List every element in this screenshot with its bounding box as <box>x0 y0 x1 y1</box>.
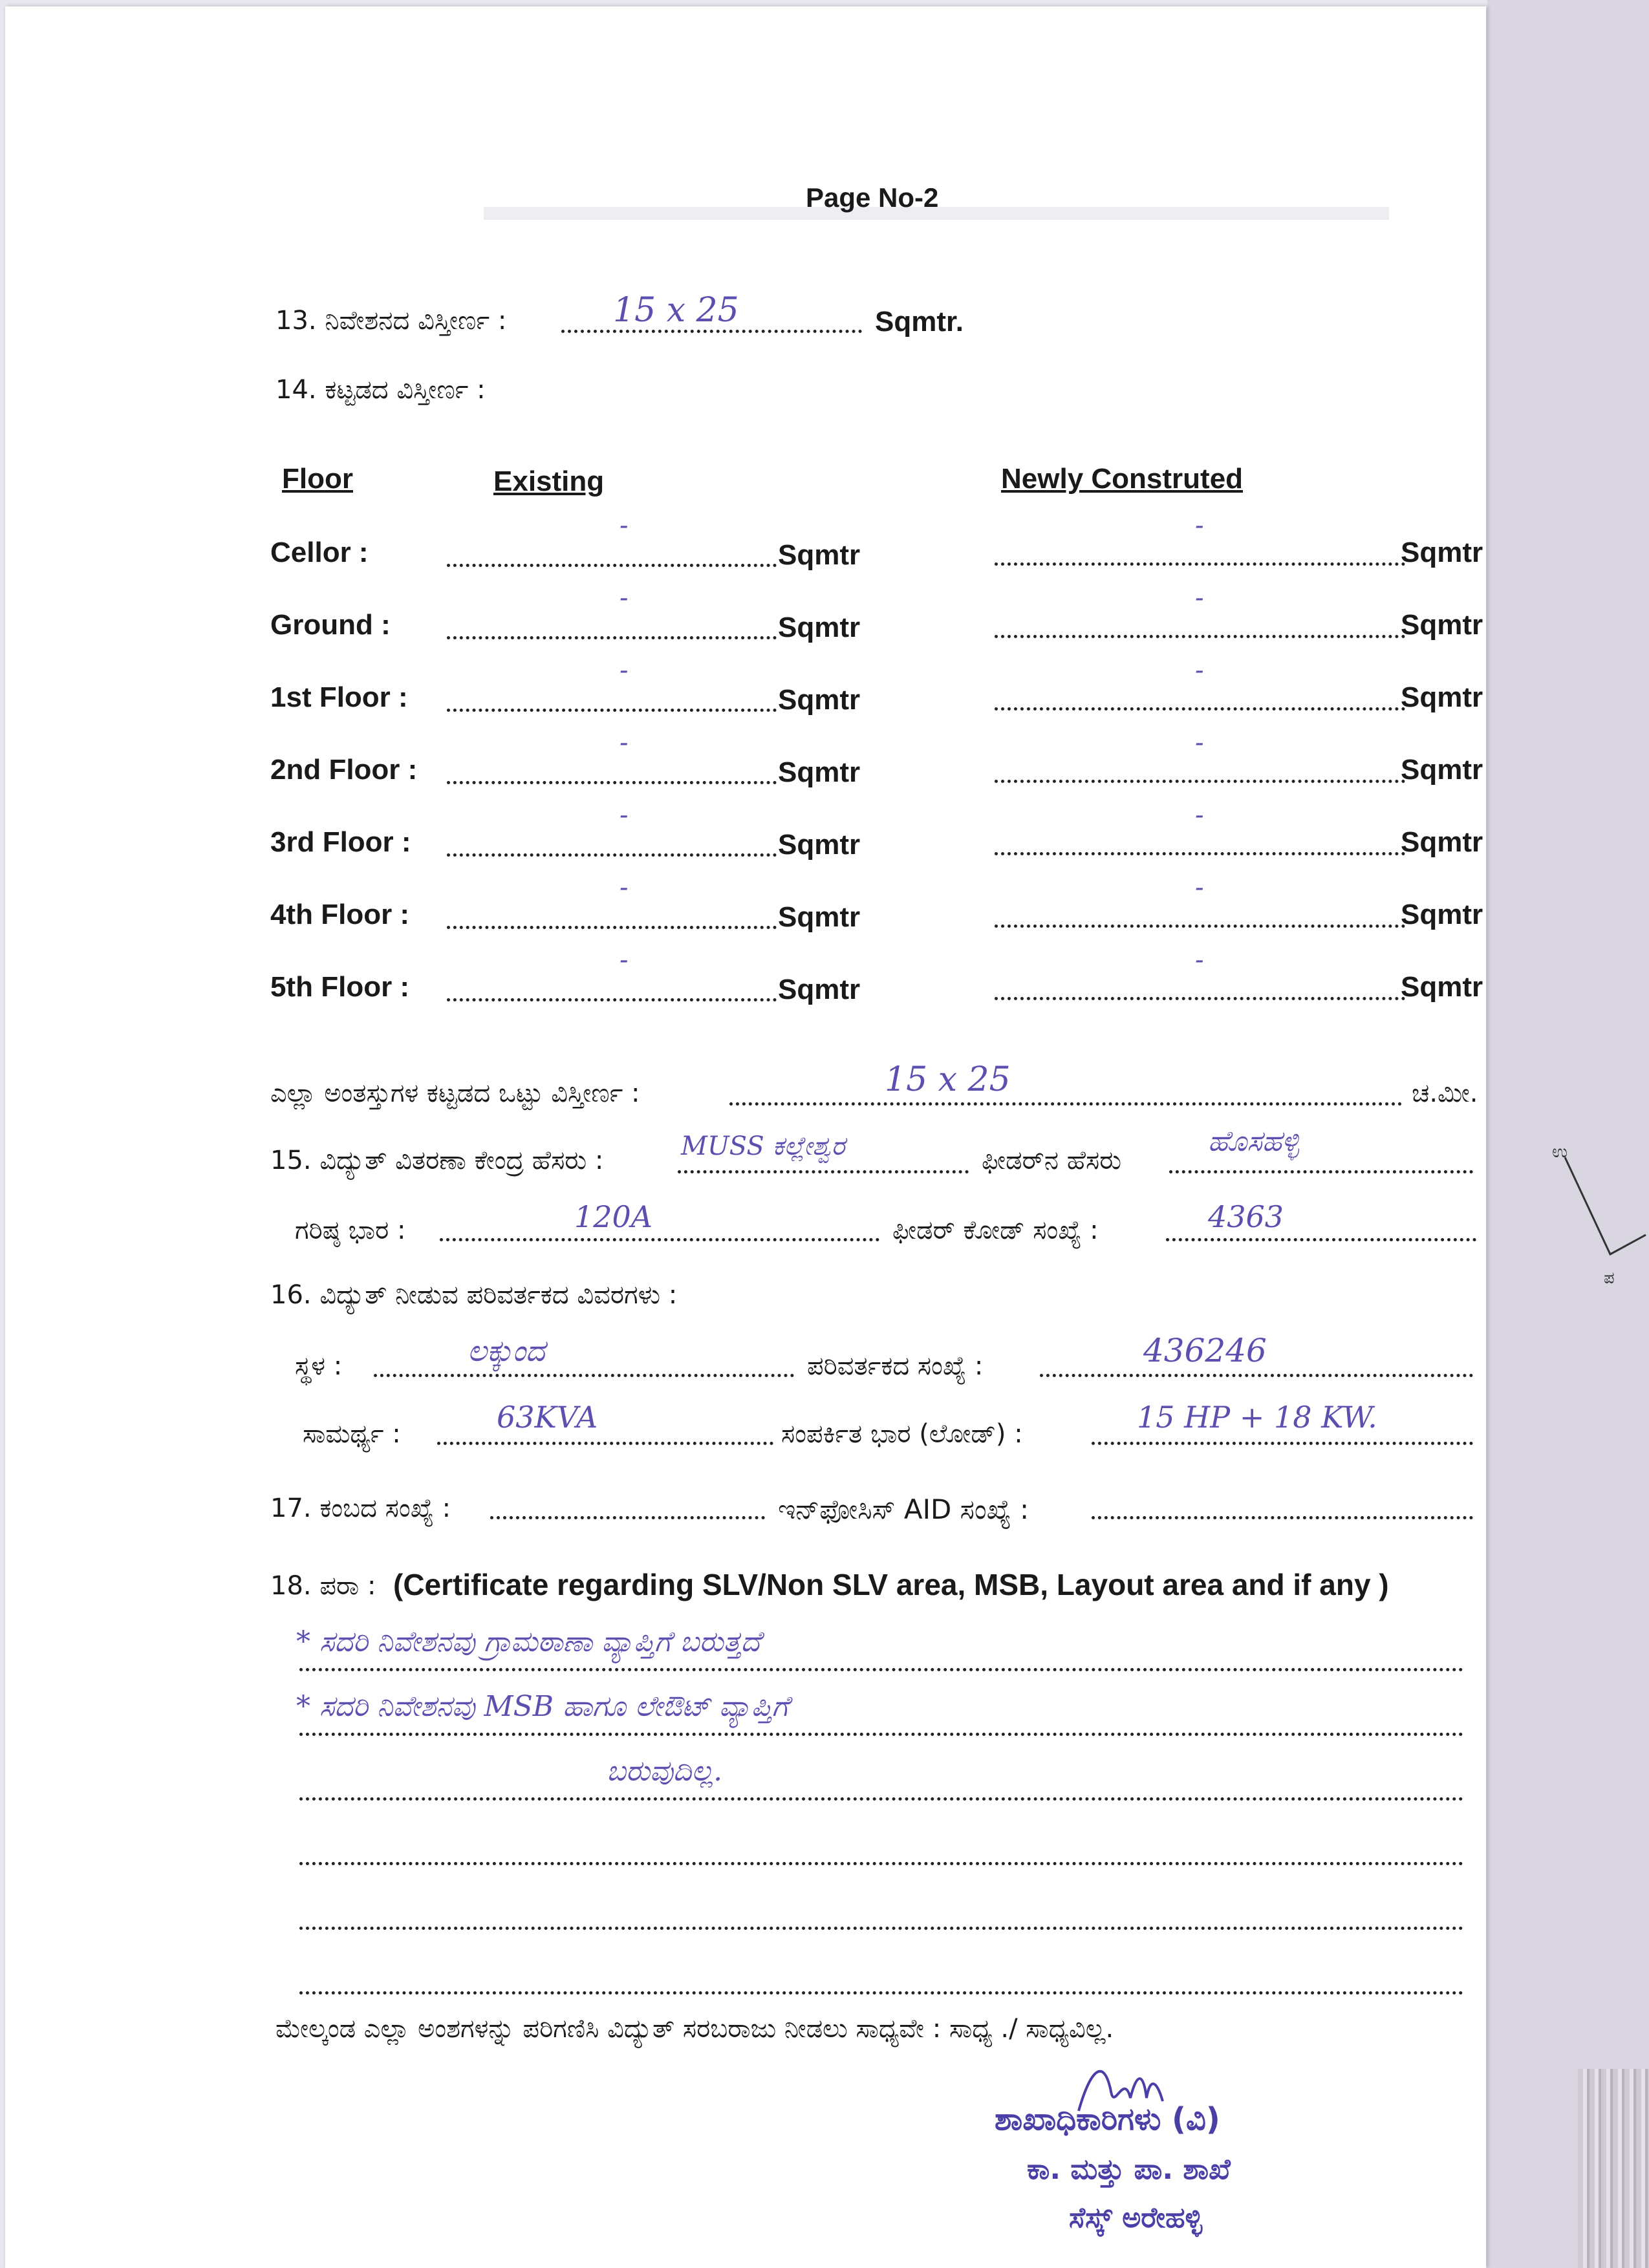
max-load-dots <box>440 1238 879 1241</box>
svg-text:ಪ: ಪ <box>1604 1268 1615 1288</box>
newly-dots <box>995 635 1405 638</box>
existing-dots <box>447 926 777 929</box>
total-area-unit: ಚ.ಮೀ. <box>1412 1078 1478 1108</box>
transformer-details-label: 16. ವಿದ್ಯುತ್ ನೀಡುವ ಪರಿವರ್ತಕದ ವಿವರಗಳು : <box>270 1280 678 1310</box>
newly-constructed-header: Newly Construted <box>1001 463 1244 495</box>
compass-mark <box>1539 1144 1649 1293</box>
location-label: ಸ್ಥಳ : <box>295 1351 343 1381</box>
remark-line-dots <box>299 1927 1463 1930</box>
existing-header: Existing <box>493 465 605 497</box>
floor-label: Cellor : <box>270 537 369 568</box>
newly-unit: Sqmtr <box>1401 899 1483 930</box>
distribution-center-dots <box>678 1170 969 1173</box>
existing-dots <box>447 853 777 857</box>
floor-label: 3rd Floor : <box>270 826 411 858</box>
remark-line-text: * ಸದರಿ ನಿವೇಶನವು ಗ್ರಾಮಠಾಣಾ ವ್ಯಾಪ್ತಿಗೆ ಬರುತ್ತದೆ <box>296 1625 760 1658</box>
remark-line-text: * ಸದರಿ ನಿವೇಶನವು MSB ಹಾಗೂ ಲೇಔಟ್ ವ್ಯಾಪ್ತಿಗೆ <box>296 1690 789 1723</box>
remarks-note: (Certificate regarding SLV/Non SLV area, MSB, Layout area and if any ) <box>393 1568 1389 1601</box>
newly-value: - <box>1195 583 1204 613</box>
pole-number-label: 17. ಕಂಬದ ಸಂಖ್ಯೆ : <box>270 1493 451 1523</box>
total-area-value: 15 x 25 <box>885 1060 1011 1099</box>
newly-unit: Sqmtr <box>1401 971 1483 1003</box>
newly-dots <box>995 780 1405 783</box>
remarks-label: 18. ಪರಾ : <box>270 1571 376 1601</box>
document-page <box>5 6 1486 2268</box>
building-area-label: 14. ಕಟ್ಟಡದ ವಿಸ್ತೀರ್ಣ : <box>275 375 486 405</box>
newly-unit: Sqmtr <box>1401 754 1483 786</box>
existing-unit: Sqmtr <box>778 612 861 643</box>
connected-load-value: 15 HP + 18 KW. <box>1137 1400 1377 1435</box>
floor-label: 5th Floor : <box>270 971 410 1003</box>
feeder-name-label: ಫೀಡರ್‌ನ ಹೆಸರು <box>982 1146 1122 1175</box>
newly-dots <box>995 562 1405 566</box>
seal-office: ಕಾ. ಮತ್ತು ಪಾ. ಶಾಖೆ <box>1027 2153 1231 2186</box>
newly-value: - <box>1195 656 1204 685</box>
total-area-label: ಎಲ್ಲಾ ಅಂತಸ್ತುಗಳ ಕಟ್ಟಡದ ಒಟ್ಟು ವಿಸ್ತೀರ್ಣ : <box>270 1078 640 1108</box>
plot-area-value: 15 x 25 <box>613 291 739 330</box>
remark-line-dots <box>299 1668 1463 1671</box>
plot-area-dots <box>561 330 862 333</box>
existing-unit: Sqmtr <box>778 829 861 861</box>
seal-location: ಸೆಸ್ಕ್ ಅರೇಹಳ್ಳಿ <box>1069 2201 1203 2234</box>
existing-unit: Sqmtr <box>778 974 861 1005</box>
feeder-name-value: ಹೊಸಹಳ್ಳಿ <box>1208 1125 1299 1158</box>
remark-line-dots <box>299 1797 1463 1801</box>
connected-load-dots <box>1092 1442 1473 1445</box>
remark-line-dots <box>299 1862 1463 1865</box>
existing-value: - <box>620 656 629 685</box>
max-load-value: 120A <box>574 1199 653 1234</box>
newly-dots <box>995 997 1405 1000</box>
existing-value: - <box>620 800 629 830</box>
existing-dots <box>447 998 777 1001</box>
newly-value: - <box>1195 873 1204 903</box>
feeder-code-label: ಫೀಡರ್ ಕೋಡ್ ಸಂಖ್ಯೆ : <box>892 1215 1099 1245</box>
transformer-number-value: 436246 <box>1143 1332 1267 1369</box>
existing-value: - <box>620 583 629 613</box>
distribution-center-value: MUSS ಕಲ್ಲೇಶ್ವರ <box>681 1131 845 1161</box>
total-area-dots <box>729 1102 1402 1106</box>
capacity-label: ಸಾಮರ್ಥ್ಯ : <box>303 1419 401 1449</box>
newly-dots <box>995 852 1405 855</box>
remark-line-dots <box>299 1991 1463 1995</box>
scanner-background <box>1487 0 1649 2268</box>
existing-value: - <box>620 945 629 975</box>
svg-text:ಉ: ಉ <box>1552 1144 1568 1162</box>
existing-value: - <box>620 511 629 540</box>
scanner-edge <box>1578 2069 1649 2268</box>
existing-dots <box>447 636 777 639</box>
existing-value: - <box>620 728 629 758</box>
newly-unit: Sqmtr <box>1401 537 1483 568</box>
newly-dots <box>995 707 1405 711</box>
feeder-name-dots <box>1169 1170 1473 1173</box>
existing-dots <box>447 781 777 784</box>
plot-area-unit: Sqmtr. <box>875 306 964 337</box>
existing-unit: Sqmtr <box>778 901 861 933</box>
connected-load-label: ಸಂಪರ್ಕಿತ ಭಾರ (ಲೋಡ್) : <box>781 1419 1023 1449</box>
pole-number-dots <box>490 1516 765 1519</box>
feeder-code-dots <box>1166 1238 1476 1241</box>
floor-label: 1st Floor : <box>270 681 408 713</box>
capacity-dots <box>437 1442 773 1445</box>
max-load-label: ಗರಿಷ್ಠ ಭಾರ : <box>295 1215 406 1245</box>
location-dots <box>374 1374 794 1377</box>
newly-unit: Sqmtr <box>1401 681 1483 713</box>
transformer-number-dots <box>1040 1374 1473 1377</box>
remark-line-text: ಬರುವುದಿಲ್ಲ. <box>607 1755 723 1788</box>
newly-dots <box>995 925 1405 928</box>
floor-label: 4th Floor : <box>270 899 410 930</box>
existing-dots <box>447 709 777 712</box>
floor-label: Ground : <box>270 609 391 641</box>
feeder-code-value: 4363 <box>1208 1199 1284 1234</box>
floor-header: Floor <box>282 463 353 495</box>
newly-unit: Sqmtr <box>1401 609 1483 641</box>
conclusion-text: ಮೇಲ್ಕಂಡ ಎಲ್ಲಾ ಅಂಶಗಳನ್ನು ಪರಿಗಣಿಸಿ ವಿದ್ಯುತ್ ಸರಬರಾಜು ನೀಡಲು ಸಾಧ್ಯವೇ : ಸಾಧ್ಯ ./ ಸಾಧ್ಯವಿಲ್ಲ. <box>275 2014 1114 2044</box>
newly-value: - <box>1195 511 1204 540</box>
seal-designation: ಶಾಖಾಧಿಕಾರಿಗಳು (ವಿ) <box>995 2101 1220 2137</box>
floor-label: 2nd Floor : <box>270 754 418 786</box>
infosys-aid-dots <box>1092 1516 1473 1519</box>
existing-value: - <box>620 873 629 903</box>
existing-unit: Sqmtr <box>778 684 861 716</box>
existing-dots <box>447 564 777 567</box>
infosys-aid-label: ಇನ್‌ಫೋಸಿಸ್ AID ಸಂಖ್ಯೆ : <box>778 1493 1029 1525</box>
existing-unit: Sqmtr <box>778 756 861 788</box>
newly-unit: Sqmtr <box>1401 826 1483 858</box>
remark-line-dots <box>299 1733 1463 1736</box>
distribution-center-label: 15. ವಿದ್ಯುತ್ ವಿತರಣಾ ಕೇಂದ್ರ ಹೆಸರು : <box>270 1146 604 1175</box>
transformer-number-label: ಪರಿವರ್ತಕದ ಸಂಖ್ಯೆ : <box>807 1351 984 1381</box>
location-value: ಲಕ್ಕುಂದ <box>468 1333 545 1368</box>
page-number: Page No-2 <box>806 182 939 213</box>
newly-value: - <box>1195 800 1204 830</box>
newly-value: - <box>1195 728 1204 758</box>
capacity-value: 63KVA <box>497 1400 598 1435</box>
plot-area-label: 13. ನಿವೇಶನದ ವಿಸ್ತೀರ್ಣ : <box>275 306 507 336</box>
newly-value: - <box>1195 945 1204 975</box>
existing-unit: Sqmtr <box>778 539 861 571</box>
